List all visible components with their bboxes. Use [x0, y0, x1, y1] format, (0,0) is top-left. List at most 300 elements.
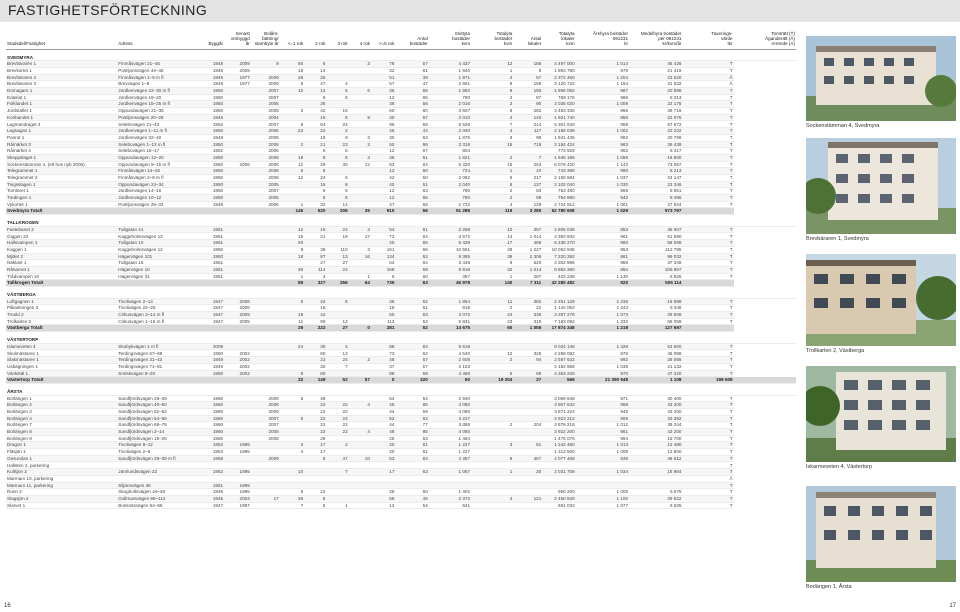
- table-cell: 112 785: [629, 246, 682, 253]
- table-cell: 16: [304, 181, 326, 188]
- table-cell: 1951: [197, 233, 224, 240]
- table-cell: 46: [371, 128, 395, 135]
- table-cell: 18: [304, 305, 326, 312]
- table-cell: [280, 101, 304, 108]
- table-cell: 1: [471, 67, 513, 74]
- table-cell: 60: [371, 312, 395, 319]
- table-cell: [280, 94, 304, 101]
- table-cell: 12 800: [629, 449, 682, 456]
- table-cell: Hallsvampen 1: [6, 240, 117, 247]
- table-cell: T: [682, 61, 733, 68]
- table-cell: 83: [371, 161, 395, 168]
- table-cell: 60: [395, 108, 428, 115]
- table-cell: Sandfjördsvägen 68–78: [117, 422, 197, 429]
- table-cell: [224, 462, 251, 469]
- table-cell: 22: [304, 402, 326, 409]
- table-cell: 12: [280, 174, 304, 181]
- table-cell: 58 068: [629, 240, 682, 247]
- table-row: [6, 350, 796, 357]
- table-cell: 66: [395, 141, 428, 148]
- table-cell: [349, 168, 371, 175]
- table-cell: 1 164: [576, 81, 629, 88]
- table-cell: 57: [395, 363, 428, 370]
- table-cell: 1948: [197, 61, 224, 68]
- table-cell: 956: [576, 114, 629, 121]
- table-cell: [349, 128, 371, 135]
- table-cell: 1 475 076: [542, 435, 575, 442]
- table-cell: Hägervägen 10: [117, 266, 197, 273]
- table-row: [6, 128, 796, 135]
- table-cell: 2: [471, 357, 513, 364]
- table-cell: 8 313: [629, 94, 682, 101]
- table-cell: 73: [371, 350, 395, 357]
- table-cell: 1950: [197, 188, 224, 195]
- table-cell: [224, 114, 251, 121]
- table-row: [6, 266, 796, 273]
- table-cell: T: [682, 469, 733, 476]
- table-cell: [326, 74, 348, 81]
- table-cell: Trolkarlen 2: [6, 318, 117, 325]
- table-cell: 90: [304, 318, 326, 325]
- table-cell: 61: [395, 449, 428, 456]
- area-heading-row: [6, 332, 796, 344]
- table-cell: 40: [371, 181, 395, 188]
- table-cell: [349, 201, 371, 208]
- table-cell: [197, 325, 224, 332]
- table-cell: [224, 280, 251, 287]
- table-cell: 57: [395, 357, 428, 364]
- table-cell: [542, 475, 575, 482]
- table-cell: 2006: [224, 305, 251, 312]
- table-cell: 36: [304, 101, 326, 108]
- table-cell: 61: [395, 442, 428, 449]
- table-cell: 57: [513, 74, 542, 81]
- table-cell: 573 767: [629, 208, 682, 215]
- table-cell: 8: [513, 67, 542, 74]
- table-cell: 994: [576, 435, 629, 442]
- table-cell: T: [682, 88, 733, 95]
- table-cell: 45: [395, 495, 428, 502]
- table-cell: 43 200: [629, 429, 682, 436]
- table-cell: 1 069: [576, 154, 629, 161]
- table-cell: 15: [280, 233, 304, 240]
- table-cell: Terdingsvägen 67–69: [117, 350, 197, 357]
- table-cell: T: [682, 305, 733, 312]
- photo-building-1: [806, 36, 956, 129]
- table-cell: 168: [371, 266, 395, 273]
- table-cell: 1945: [197, 495, 224, 502]
- table-cell: Postljonsvägen 20–28: [117, 114, 197, 121]
- table-cell: 382: [513, 298, 542, 305]
- column-header-line: <=1 rok: [287, 41, 304, 47]
- table-cell: 3: [471, 442, 513, 449]
- column-header-line: tkr: [727, 41, 733, 47]
- table-cell: 1 921 740: [542, 114, 575, 121]
- table-cell: [349, 101, 371, 108]
- table-cell: [371, 482, 395, 489]
- table-cell: [251, 370, 280, 377]
- table-cell: 716: [513, 141, 542, 148]
- table-cell: 99 032: [629, 253, 682, 260]
- table-cell: Sandfjördsvägen 52–54: [117, 408, 197, 415]
- table-cell: 1946: [197, 489, 224, 496]
- table-cell: 24: [280, 343, 304, 350]
- table-cell: 2009: [224, 61, 251, 68]
- table-cell: 566: [542, 377, 575, 384]
- column-header: [197, 31, 224, 49]
- table-cell: Tallkrogen Totalt: [6, 280, 117, 287]
- table-cell: 287: [513, 273, 542, 280]
- table-cell: 1995: [224, 482, 251, 489]
- table-cell: 11: [280, 318, 304, 325]
- table-row: [6, 61, 796, 68]
- table-cell: 57: [349, 377, 371, 384]
- table-cell: [682, 325, 733, 332]
- table-cell: 953: [576, 246, 629, 253]
- table-cell: 2: [471, 101, 513, 108]
- table-cell: 2006: [251, 128, 280, 135]
- table-cell: Giggen 23: [6, 233, 117, 240]
- table-cell: 54: [395, 395, 428, 402]
- table-row: [6, 174, 796, 181]
- table-cell: 114: [304, 266, 326, 273]
- photo-building-3: [806, 254, 956, 354]
- table-cell: 780: [429, 188, 471, 195]
- table-cell: Oppundavägen 21–35: [117, 108, 197, 115]
- table-row: [6, 81, 796, 88]
- table-cell: 2009: [251, 81, 280, 88]
- table-cell: [280, 422, 304, 429]
- table-cell: 47: [304, 81, 326, 88]
- table-cell: [117, 208, 197, 215]
- table-cell: 0: [349, 325, 371, 332]
- table-cell: 4 437: [429, 61, 471, 68]
- table-cell: Slagsjön 2: [6, 495, 117, 502]
- table-cell: Tomtöret 1: [6, 188, 117, 195]
- table-cell: 15: [304, 226, 326, 233]
- table-cell: Finmåsvägen 14–16: [117, 168, 197, 175]
- table-cell: 4: [349, 402, 371, 409]
- column-header: [251, 31, 280, 49]
- table-cell: 2002: [224, 363, 251, 370]
- table-cell: 467: [513, 455, 542, 462]
- table-cell: 963: [576, 141, 629, 148]
- table-cell: 14 675: [429, 325, 471, 332]
- table-cell: 4 080: [429, 429, 471, 436]
- table-cell: [280, 134, 304, 141]
- table-cell: Kaggeholmsvägen 12: [117, 246, 197, 253]
- column-header-line: stambyte år: [254, 41, 279, 47]
- table-cell: 861: [576, 253, 629, 260]
- table-cell: T: [682, 226, 733, 233]
- table-cell: [304, 462, 326, 469]
- table-cell: 19 304: [471, 377, 513, 384]
- table-cell: 7: [513, 154, 542, 161]
- table-cell: 3 318: [429, 141, 471, 148]
- table-cell: Sandfjördsvägen 2–14: [117, 429, 197, 436]
- table-cell: [280, 114, 304, 121]
- table-cell: 51: [371, 74, 395, 81]
- table-cell: 3: [349, 134, 371, 141]
- table-cell: 20: [280, 240, 304, 247]
- table-cell: 1 242 480: [542, 442, 575, 449]
- table-cell: 1960: [197, 415, 224, 422]
- table-cell: T: [682, 408, 733, 415]
- table-cell: 1 218: [576, 325, 629, 332]
- table-cell: 2: [280, 108, 304, 115]
- total-row: [6, 325, 796, 332]
- table-cell: 1 966 092: [542, 88, 575, 95]
- table-cell: Jordkenvägen 22–30 m fl: [117, 88, 197, 95]
- table-row: [6, 363, 796, 370]
- table-cell: 2005: [224, 312, 251, 319]
- table-cell: 2: [471, 422, 513, 429]
- table-cell: Konbandet 1: [6, 114, 117, 121]
- table-cell: 1948: [197, 134, 224, 141]
- table-cell: 1 312 500: [542, 449, 575, 456]
- table-cell: [471, 435, 513, 442]
- table-cell: [280, 305, 304, 312]
- table-cell: 37: [371, 363, 395, 370]
- table-cell: 36 439: [629, 141, 682, 148]
- table-cell: 36: [371, 101, 395, 108]
- table-cell: [471, 489, 513, 496]
- table-cell: 2008: [251, 154, 280, 161]
- table-cell: 3: [349, 226, 371, 233]
- area-heading: SVEDMYRA: [6, 49, 796, 61]
- table-cell: [513, 449, 542, 456]
- table-cell: [326, 312, 348, 319]
- table-cell: Skobykvägen 1 m fl: [117, 343, 197, 350]
- table-cell: 58: [371, 495, 395, 502]
- table-cell: T: [682, 67, 733, 74]
- table-cell: Sandfjördsvägen 28–38: [117, 395, 197, 402]
- table-cell: Fläsjön 1: [6, 449, 117, 456]
- table-cell: 56: [395, 208, 428, 215]
- table-cell: 1950: [197, 161, 224, 168]
- table-cell: [349, 298, 371, 305]
- table-cell: 1 073: [576, 312, 629, 319]
- table-cell: 21: [304, 141, 326, 148]
- table-row: [6, 305, 796, 312]
- table-cell: Jordkenvägen 10–12: [117, 195, 197, 202]
- table-cell: 24: [326, 121, 348, 128]
- table-cell: [224, 148, 251, 155]
- table-cell: 23: [326, 141, 348, 148]
- table-cell: 8: [280, 121, 304, 128]
- table-cell: T: [682, 298, 733, 305]
- table-cell: 12: [371, 94, 395, 101]
- table-cell: 936: [576, 455, 629, 462]
- table-cell: [117, 377, 197, 384]
- table-cell: 10 551: [429, 246, 471, 253]
- table-cell: 2: [471, 195, 513, 202]
- table-cell: 2 031 708: [542, 469, 575, 476]
- table-cell: Telegrammet 2: [6, 174, 117, 181]
- table-cell: [251, 318, 280, 325]
- table-row: [6, 429, 796, 436]
- table-cell: Selebovägen 15–17: [117, 148, 197, 155]
- table-cell: 5: [304, 502, 326, 509]
- table-row: [6, 161, 796, 168]
- table-cell: [349, 370, 371, 377]
- table-cell: 987: [576, 88, 629, 95]
- table-cell: [280, 195, 304, 202]
- building-image: [806, 254, 956, 346]
- table-cell: 55: [395, 88, 428, 95]
- table-cell: 8 213: [629, 168, 682, 175]
- table-cell: 64: [304, 121, 326, 128]
- table-cell: Gullmarsvägen 96–112: [117, 495, 197, 502]
- table-cell: 2008: [251, 168, 280, 175]
- table-cell: 42: [304, 312, 326, 319]
- table-cell: 83: [513, 188, 542, 195]
- table-cell: 3 483 336: [542, 108, 575, 115]
- table-cell: Marmaın 11, parkering: [6, 482, 117, 489]
- table-cell: 47: [395, 81, 428, 88]
- table-cell: Sandfjördsvägen 40–50: [117, 402, 197, 409]
- table-cell: T: [682, 201, 733, 208]
- table-cell: [251, 489, 280, 496]
- table-cell: 8 861: [629, 188, 682, 195]
- table-cell: 36: [371, 154, 395, 161]
- table-cell: Luftgagnen 1: [6, 298, 117, 305]
- table-cell: Svedmyra Totalt: [6, 208, 117, 215]
- table-cell: 5: [304, 495, 326, 502]
- photo-caption: Trollkarlen 2, Västberga: [806, 348, 865, 354]
- table-cell: 6: [280, 168, 304, 175]
- table-cell: Finmåsvägen 21–45: [117, 61, 197, 68]
- table-cell: 30: [326, 161, 348, 168]
- table-cell: 18: [280, 154, 304, 161]
- table-cell: 1 038: [576, 363, 629, 370]
- table-cell: 23 520: [629, 74, 682, 81]
- table-cell: T: [682, 168, 733, 175]
- table-cell: Tivolivägen 8–12: [117, 442, 197, 449]
- table-cell: [251, 343, 280, 350]
- table-cell: 27 924: [629, 201, 682, 208]
- table-cell: 6: [326, 88, 348, 95]
- table-cell: 9: [471, 88, 513, 95]
- table-cell: 1950: [197, 108, 224, 115]
- table-cell: [251, 67, 280, 74]
- table-cell: [429, 482, 471, 489]
- table-cell: Kaggeholmsvägen 13: [117, 233, 197, 240]
- table-cell: Ä: [682, 475, 733, 482]
- table-cell: 1950: [197, 246, 224, 253]
- table-cell: Hallsten 2, parkering: [6, 462, 117, 469]
- table-row: [6, 469, 796, 476]
- table-cell: 906: [576, 415, 629, 422]
- table-cell: 63: [395, 188, 428, 195]
- title-bar: [0, 0, 960, 22]
- table-cell: [251, 305, 280, 312]
- table-cell: 9: [304, 154, 326, 161]
- table-cell: 85: [280, 280, 304, 287]
- table-cell: 42: [371, 174, 395, 181]
- table-cell: 4 488: [429, 370, 471, 377]
- table-cell: 22: [326, 408, 348, 415]
- table-cell: 4: [349, 429, 371, 436]
- table-cell: Sandfjördsvägen 16–26: [117, 435, 197, 442]
- table-cell: [513, 408, 542, 415]
- table-cell: [224, 408, 251, 415]
- table-cell: 7 220 392: [542, 253, 575, 260]
- table-cell: 9: [326, 134, 348, 141]
- table-cell: [513, 363, 542, 370]
- table-cell: 4 353 228: [542, 370, 575, 377]
- table-cell: 13: [326, 253, 348, 260]
- table-cell: 975: [576, 350, 629, 357]
- table-cell: 37 349: [629, 260, 682, 267]
- table-cell: 1960: [197, 422, 224, 429]
- column-header: [349, 31, 371, 49]
- table-cell: [251, 226, 280, 233]
- table-cell: [224, 266, 251, 273]
- column-header-line: Adress: [118, 41, 133, 47]
- table-cell: 5 301 628: [542, 121, 575, 128]
- table-cell: 65: [395, 240, 428, 247]
- table-cell: 2009: [251, 408, 280, 415]
- column-header-line: 4 rok: [359, 41, 370, 47]
- table-cell: 1997: [224, 502, 251, 509]
- photo-caption: Sockenstämman 4, Svedmyra: [806, 123, 880, 129]
- table-cell: 59: [395, 266, 428, 273]
- table-cell: 88: [371, 343, 395, 350]
- table-cell: 2: [471, 94, 513, 101]
- table-cell: [251, 363, 280, 370]
- table-cell: [280, 188, 304, 195]
- table-cell: [349, 343, 371, 350]
- table-cell: [371, 462, 395, 469]
- table-cell: 4: [304, 273, 326, 280]
- table-cell: [326, 61, 348, 68]
- table-cell: 9: [471, 455, 513, 462]
- table-cell: 1950: [197, 181, 224, 188]
- table-cell: 2 681: [429, 81, 471, 88]
- table-cell: Tingsslagen 1: [6, 181, 117, 188]
- table-cell: [513, 148, 542, 155]
- table-cell: 20: [371, 449, 395, 456]
- table-cell: 3: [471, 134, 513, 141]
- table-cell: T: [682, 455, 733, 462]
- table-cell: Kaggen 1: [6, 246, 117, 253]
- column-header-line: lokaler: [561, 36, 575, 42]
- table-cell: 12: [304, 88, 326, 95]
- table-cell: 35: [349, 208, 371, 215]
- table-cell: 910: [371, 208, 395, 215]
- table-cell: 505 114: [629, 280, 682, 287]
- table-cell: 45 978: [429, 280, 471, 287]
- table-cell: 1995: [224, 489, 251, 496]
- table-cell: Råmärket 4: [6, 148, 117, 155]
- table-cell: 4: [471, 495, 513, 502]
- table-cell: 36: [371, 298, 395, 305]
- table-cell: 1947: [197, 318, 224, 325]
- table-cell: 620: [513, 260, 542, 267]
- table-cell: T: [682, 108, 733, 115]
- table-cell: Tivolivägen 2–14: [117, 298, 197, 305]
- table-cell: 32: [304, 201, 326, 208]
- table-cell: 53: [395, 435, 428, 442]
- table-cell: [349, 195, 371, 202]
- table-cell: 26: [280, 325, 304, 332]
- table-cell: 1 940: [429, 67, 471, 74]
- table-cell: 2006: [224, 161, 251, 168]
- table-cell: 43 200: [629, 402, 682, 409]
- table-cell: 21 390 948: [576, 377, 629, 384]
- table-row: [6, 495, 796, 502]
